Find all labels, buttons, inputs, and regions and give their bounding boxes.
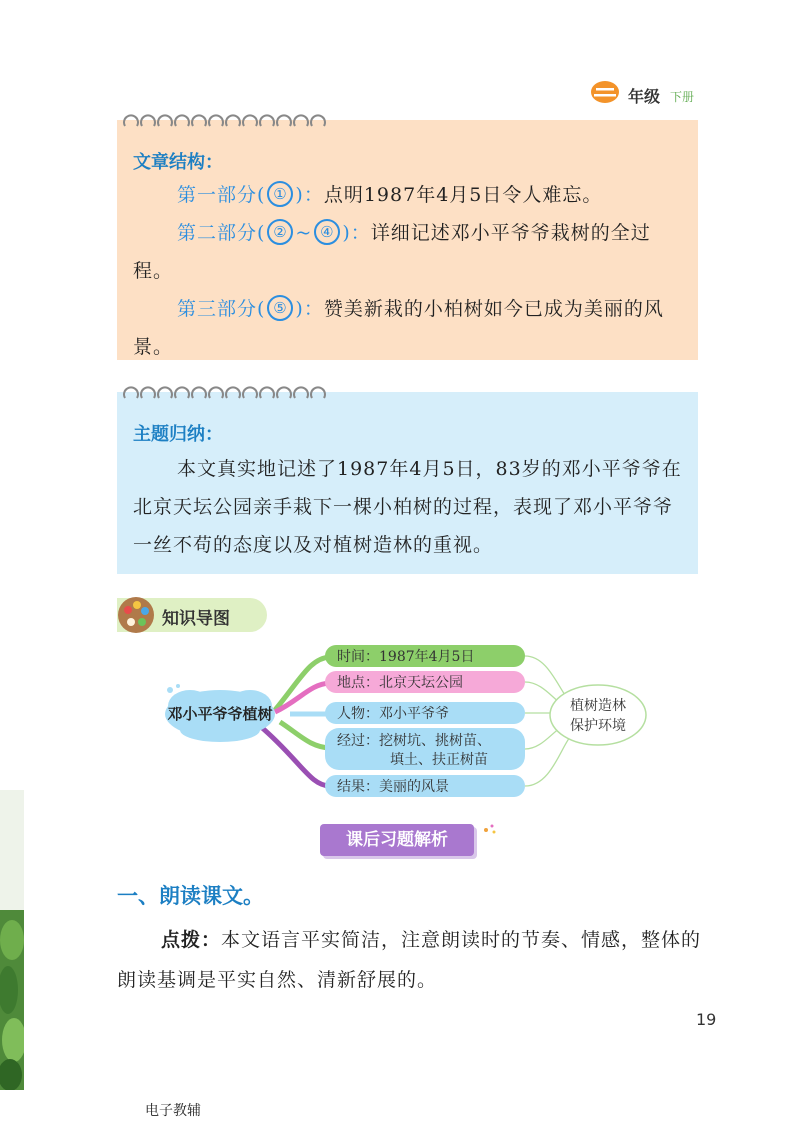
knowledge-map-title: 知识导图 [162, 609, 230, 629]
structure-box [117, 120, 698, 360]
conclusion-line-2: 保护环境 [570, 718, 626, 734]
branch-process-label-1: 经过：挖树坑、挑树苗、 [337, 733, 491, 749]
conclusion-line-1: 植树造林 [570, 698, 626, 714]
branch-time-label: 时间：1987年4月5日 [337, 649, 475, 665]
mind-map-center-label: 邓小平爷爷植树 [167, 705, 273, 723]
structure-part-2: 第二部分( ② ~ ④ )：详细记述邓小平爷爷栽树的全过程。 [133, 214, 688, 290]
grade-sub-label: 下册 [670, 90, 695, 104]
knowledge-mind-map [160, 640, 660, 805]
question-1-tip: 点拨：本文语言平实简洁，注意朗读时的节奏、情感，整体的朗读基调是平实自然、清新舒展的。 [117, 929, 702, 991]
theme-box [117, 392, 698, 574]
structure-title: 文章结构： [133, 152, 223, 173]
branch-person-label: 人物：邓小平爷爷 [337, 706, 449, 722]
binder-rings-icon [121, 108, 331, 132]
grade-badge-icon [590, 80, 620, 104]
branch-result-label: 结果：美丽的风景 [337, 779, 449, 795]
page-number: 19 [696, 1010, 717, 1029]
branch-place-label: 地点：北京天坛公园 [337, 675, 463, 691]
structure-part-3: 第三部分( ⑤ )：赞美新栽的小柏树如今已成为美丽的风景。 [133, 290, 688, 366]
conclusion-cloud [550, 685, 646, 745]
palette-icon [117, 596, 155, 634]
sparkle-icon [482, 822, 498, 838]
structure-part-1: 第一部分( ① )：点明1987年4月5日令人难忘。 [133, 176, 688, 214]
footer-label: 电子教辅 [145, 1103, 201, 1119]
theme-text: 本文真实地记述了1987年4月5日，83岁的邓小平爷爷在北京天坛公园亲手栽下一棵小柏树的过程，表现了邓小平爷爷一丝不苟的态度以及对植树造林的重视。 [133, 458, 682, 556]
leaf-photo-strip [0, 790, 24, 1090]
grade-label: 年级 [628, 87, 661, 106]
question-1-title: 一、朗读课文。 [117, 884, 264, 908]
branch-process-label-2: 填土、扶正树苗 [390, 752, 488, 768]
theme-title: 主题归纳： [133, 424, 223, 445]
exercise-banner: 课后习题解析 [320, 824, 474, 856]
binder-rings-icon [121, 380, 331, 404]
